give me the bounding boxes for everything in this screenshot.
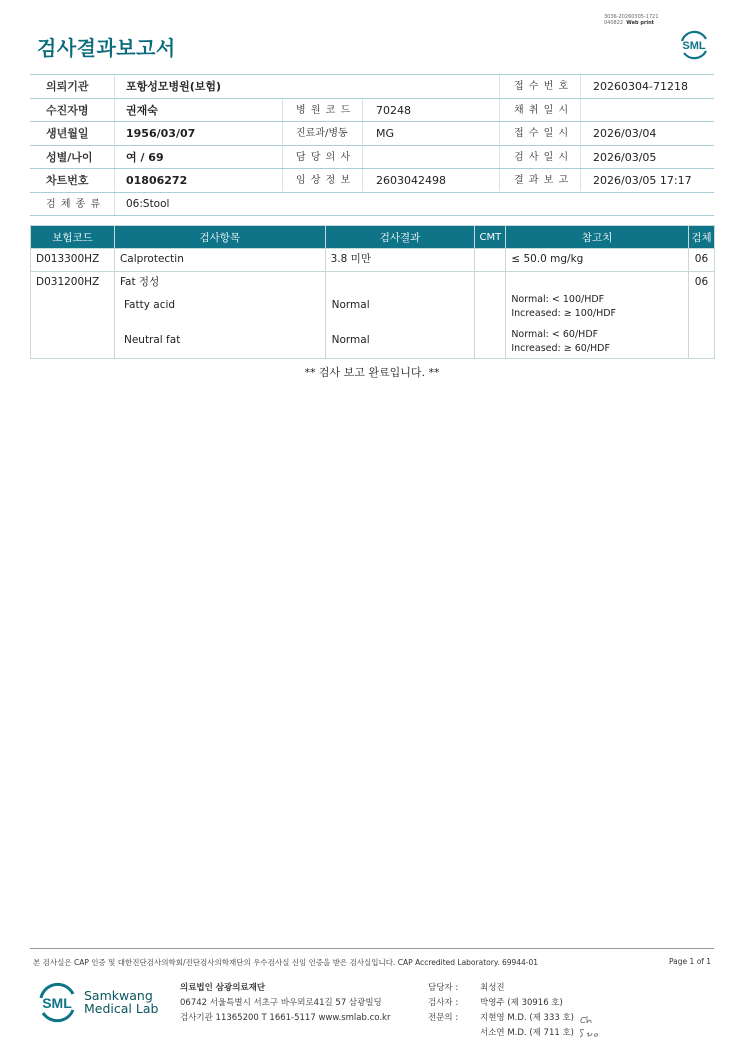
footer-logo-text: SML (42, 995, 72, 1011)
value-patient-name: 권재숙 (126, 103, 158, 117)
label-test-time: 검 사 일 시 (514, 151, 570, 163)
sub-reference-fatty-acid (511, 293, 616, 321)
table-row (31, 272, 715, 359)
cell-code: D013300HZ (31, 249, 115, 272)
label-specimen-type: 검 체 종 류 (46, 198, 102, 210)
value-chart-number: 01806272 (126, 174, 188, 187)
label-birthdate: 생년월일 (46, 127, 89, 140)
value-report-time: 2026/03/05 17:17 (593, 174, 692, 187)
info-row (30, 169, 714, 193)
meta-code: 040822 (604, 20, 624, 26)
header-item: 검사항목 (114, 226, 325, 249)
table-row (31, 249, 715, 272)
org-address: 06742 서울특별시 서초구 바우뫼로41길 57 삼광빌딩 (180, 998, 382, 1008)
value-sex-age: 여 / 69 (126, 150, 164, 164)
label-requester: 의뢰기관 (46, 80, 89, 93)
cell-specimen: 06 (694, 276, 709, 288)
label-receipt-time: 접 수 일 시 (514, 128, 570, 139)
reference-increased: Increased: ≥ 60/HDF (511, 343, 610, 354)
staff-name: 서소연 M.D. (제 711 호) (480, 1028, 575, 1038)
cell-cmt (475, 249, 506, 272)
staff-role: 담당자 : (428, 983, 459, 993)
reference-normal: Normal: < 100/HDF (511, 294, 605, 305)
info-row (30, 146, 714, 170)
staff-name: 최성진 (480, 983, 505, 993)
label-hospital-code: 병 원 코 드 (296, 104, 352, 116)
cell-reference: ≤ 50.0 mg/kg (506, 249, 689, 272)
results-table (30, 225, 715, 359)
label-department: 진료과/병동 (296, 128, 348, 139)
org-name: 의료법인 삼광의료재단 (180, 983, 266, 993)
header-code: 보험코드 (31, 226, 115, 249)
sub-item-fatty-acid: Fatty acid (123, 299, 176, 311)
sub-item-neutral-fat: Neutral fat (123, 334, 181, 346)
accreditation-note: 본 검사실은 CAP 인증 및 대한진단검사의학회/진단검사의학재단의 우수검사실 신임 인증을 받은 검사실입니다. CAP Accredited Laboratory. 69944-01 (33, 958, 539, 967)
staff-row (428, 1011, 574, 1026)
report-meta (604, 14, 659, 26)
sub-result-neutral-fat: Normal (331, 334, 370, 346)
staff-name: 박영주 (제 30916 호) (480, 998, 563, 1008)
staff-role: 전문의 : (428, 1013, 459, 1023)
header-cmt: CMT (475, 226, 506, 249)
cell-specimen: 06 (688, 249, 714, 272)
value-department: MG (376, 127, 395, 140)
organization-info (180, 981, 390, 1026)
value-test-time: 2026/03/05 (593, 150, 657, 164)
page-number: Page 1 of 1 (669, 957, 712, 966)
header-reference: 참고치 (506, 226, 689, 249)
info-row (30, 193, 714, 217)
org-contact: 검사기관 11365200 T 1661-5117 www.smlab.co.kr (180, 1013, 391, 1023)
logo-text: SML (682, 40, 706, 52)
cell-item: Fat 정성 (119, 276, 160, 288)
patient-info-table (30, 74, 714, 216)
report-complete-note: ** 검사 보고 완료입니다. ** (304, 366, 440, 379)
meta-print (604, 20, 659, 26)
brand-line1: Samkwang (84, 988, 153, 1003)
label-sex-age: 성별/나이 (46, 150, 93, 164)
info-row (30, 122, 714, 146)
label-clinical-info: 임 상 정 보 (296, 175, 352, 186)
cell-item: Calprotectin (114, 249, 325, 272)
header-specimen: 검체 (688, 226, 714, 249)
value-accession: 20260304-71218 (593, 80, 688, 93)
label-physician: 담 당 의 사 (296, 151, 352, 163)
reference-normal: Normal: < 60/HDF (511, 329, 599, 340)
sub-result-fatty-acid: Normal (331, 299, 370, 311)
brand-name (84, 989, 158, 1015)
staff-role: 검사자 : (428, 998, 459, 1008)
staff-row (428, 996, 574, 1011)
value-receipt-time: 2026/03/04 (593, 127, 657, 140)
value-specimen-type: 06:Stool (126, 197, 170, 210)
footer-divider (30, 948, 714, 949)
staff-list (428, 981, 574, 1041)
signature-icon (576, 1010, 610, 1042)
value-hospital-code: 70248 (376, 103, 411, 117)
results-header-row (31, 226, 715, 249)
label-collection-time: 채 취 일 시 (514, 104, 570, 116)
reference-increased: Increased: ≥ 100/HDF (511, 308, 617, 319)
page-title: 검사결과보고서 (37, 36, 176, 60)
value-clinical-info: 2603042498 (376, 174, 446, 187)
cell-code: D031200HZ (36, 276, 100, 288)
staff-row (428, 981, 574, 996)
cell-result: 3.8 미만 (325, 249, 475, 272)
label-report-time: 결 과 보 고 (514, 175, 570, 186)
staff-name: 지현영 M.D. (제 333 호) (480, 1013, 575, 1023)
sml-logo-icon (676, 27, 712, 63)
sub-reference-neutral-fat (511, 328, 610, 356)
label-chart-number: 차트번호 (46, 174, 89, 187)
info-row (30, 75, 714, 99)
value-birthdate: 1956/03/07 (126, 127, 196, 140)
staff-row (428, 1026, 574, 1041)
meta-web-print: Web print (626, 20, 655, 26)
label-accession: 접 수 번 호 (514, 81, 570, 92)
info-row (30, 99, 714, 123)
brand-line2: Medical Lab (84, 1001, 159, 1016)
sml-footer-logo-icon (36, 980, 78, 1026)
value-requester: 포항성모병원(보험) (126, 80, 222, 93)
meta-id: 3036-20260305-1721 (604, 14, 659, 20)
label-patient-name: 수진자명 (46, 103, 89, 117)
header-result: 검사결과 (325, 226, 475, 249)
